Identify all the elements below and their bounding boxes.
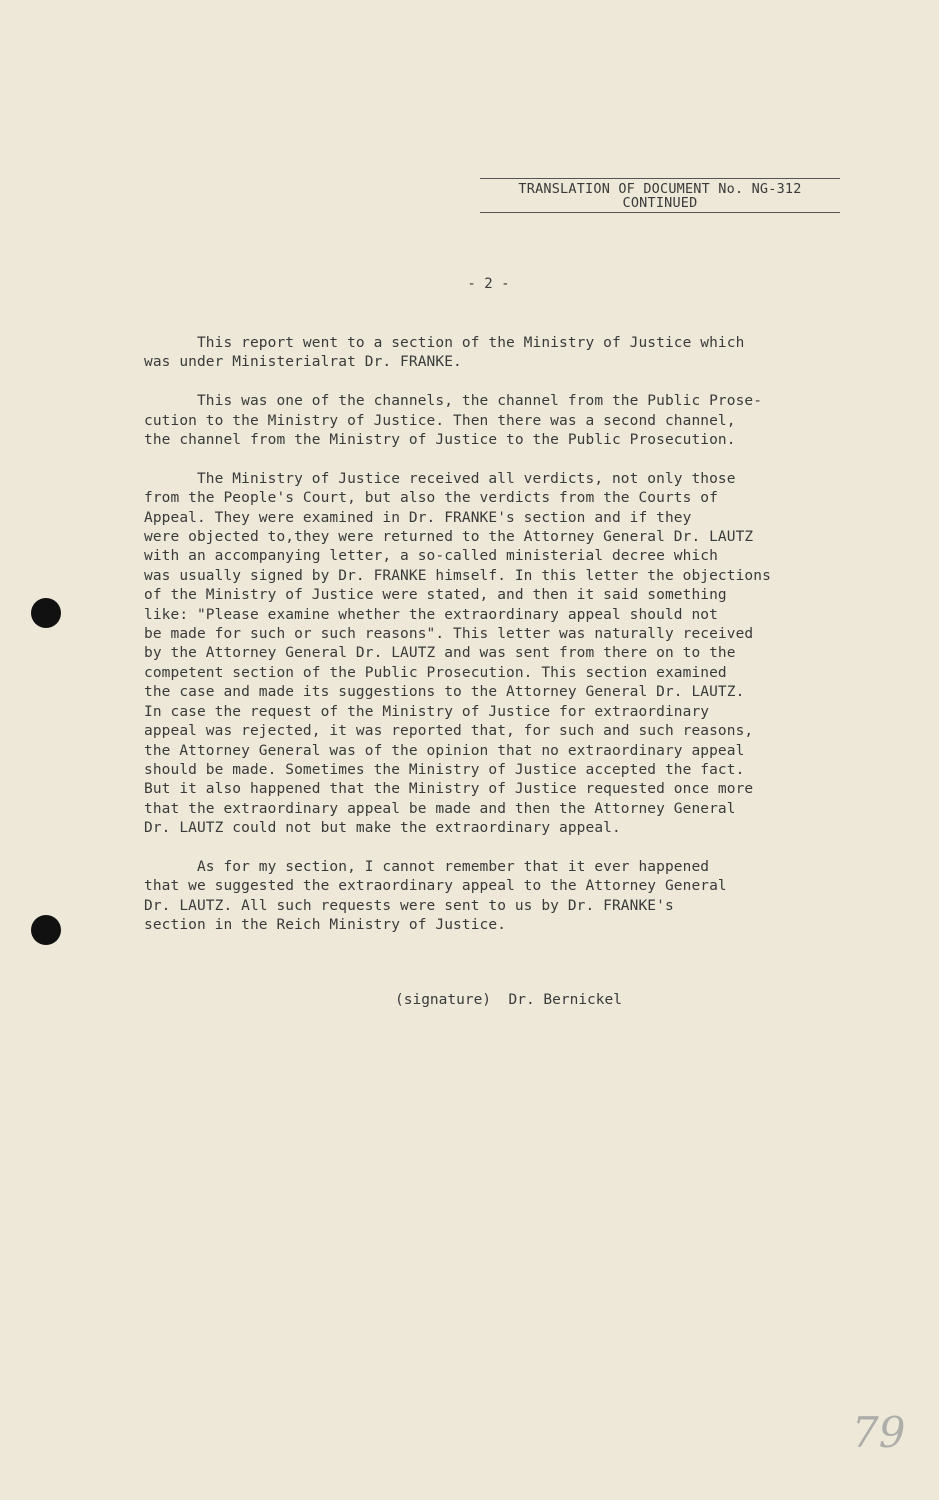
punch-hole-bottom bbox=[31, 915, 61, 945]
paragraph-4: As for my section, I cannot remember that it ever happened that we suggested the extraordinary appeal to the Attorney General Dr. LAUTZ. All such requests were sent to us by Dr. FRANKE's section in the Reich Ministry of Justice. bbox=[144, 858, 727, 934]
document-header bbox=[480, 178, 840, 213]
paragraph-1: This report went to a section of the Ministry of Justice which was under Ministerialrat Dr. FRANKE. bbox=[144, 335, 745, 371]
punch-hole-top bbox=[31, 598, 61, 628]
header-title: TRANSLATION OF DOCUMENT No. NG-312 bbox=[518, 181, 802, 197]
page-number: - 2 - bbox=[467, 276, 510, 292]
signature-line: (signature) Dr. Bernickel bbox=[395, 992, 622, 1008]
paragraph-2: This was one of the channels, the channel from the Public Prose- cution to the Ministry of Justice. Then there was a second channel, the channel from the Ministry of Justice to the Public Prosecution. bbox=[144, 393, 763, 449]
document-body bbox=[144, 334, 844, 955]
handwritten-page-mark: 79 bbox=[852, 1408, 906, 1457]
paragraph-3: The Ministry of Justice received all verdicts, not only those from the People's Court, but also the verdicts from the Courts of Appeal. They were examined in Dr. FRANKE's section and if they were objected to,they were returned to the Attorney General Dr. LAUTZ with an accompanying letter, a so-called ministerial decree which was usually signed by Dr. FRANKE himself. In this letter the objections of the Ministry of Justice were stated, and then it said something like: "Please examine whether the extraordinary appeal should not be made for such or such reasons". This letter was naturally received by the Attorney General Dr. LAUTZ and was sent from there on to the competent section of the Public Prosecution. This section examined the case and made its suggestions to the Attorney General Dr. LAUTZ. In case the request of the Ministry of Justice for extraordinary appeal was rejected, it was reported that, for such and such reasons, the Attorney General was of the opinion that no extraordinary appeal should be made. Sometimes the Ministry of Justice accepted the fact. But it also happened that the Ministry of Justice requested once more that the extraordinary appeal be made and then the Attorney General Dr. LAUTZ could not but make the extraordinary appeal. bbox=[144, 470, 771, 837]
header-continued: CONTINUED bbox=[622, 195, 698, 211]
